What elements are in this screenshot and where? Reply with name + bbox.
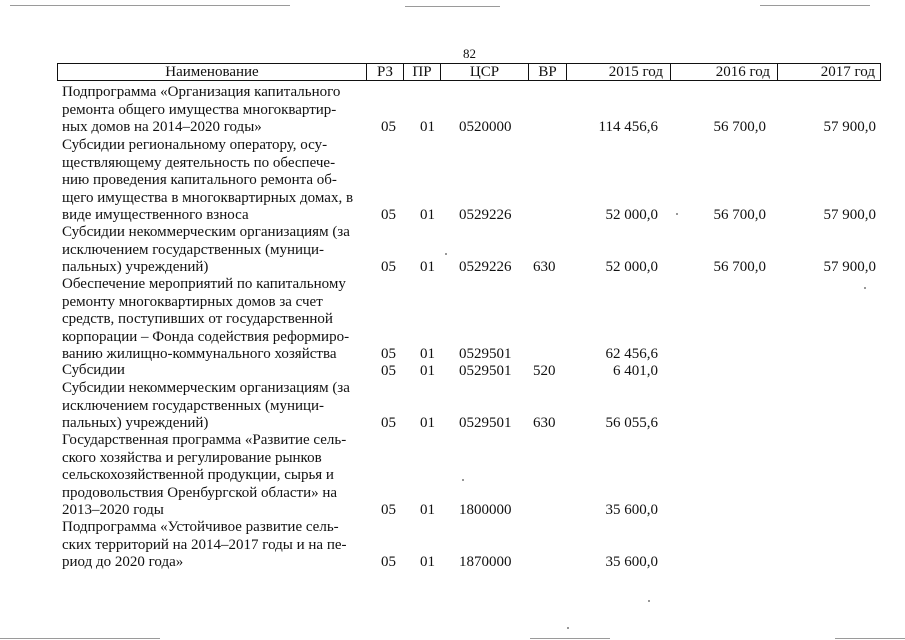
table-row xyxy=(0,432,905,519)
row-csr: 0529501 xyxy=(459,362,512,379)
scan-artifact-top-middle xyxy=(405,6,500,7)
scan-artifact-top-left xyxy=(10,5,290,6)
scan-artifact-top-right xyxy=(760,5,870,6)
row-amount-2017: 57 900,0 xyxy=(823,118,876,135)
row-name: Государственная программа «Развитие сель- ского хозяйства и регулирование рынков сельскохозяйственной продукции, сырья и продовольствия Оренбургской области» на 2013–2020 годы xyxy=(62,432,347,518)
table-row xyxy=(0,519,905,571)
row-vr: 630 xyxy=(533,258,556,275)
row-rz: 05 xyxy=(381,501,396,518)
row-rz: 05 xyxy=(381,553,396,570)
scan-artifact-bottom-center xyxy=(530,638,610,639)
row-rz: 05 xyxy=(381,258,396,275)
scan-speck xyxy=(567,627,569,629)
row-rz: 05 xyxy=(381,345,396,362)
scan-artifact-bottom-right xyxy=(835,638,905,639)
row-rz: 05 xyxy=(381,118,396,135)
row-amount-2017: 57 900,0 xyxy=(823,258,876,275)
row-csr: 1800000 xyxy=(459,501,512,518)
table-row xyxy=(0,137,905,224)
row-pr: 01 xyxy=(420,501,435,518)
column-header-pr: ПР xyxy=(404,64,441,80)
row-csr: 0529226 xyxy=(459,206,512,223)
row-amount-2015: 35 600,0 xyxy=(605,553,658,570)
row-amount-2015: 56 055,6 xyxy=(605,414,658,431)
row-amount-2016: 56 700,0 xyxy=(713,206,766,223)
row-name: Субсидии некоммерческим организациям (за исключением государственных (муници- пальных) учреждений) xyxy=(62,224,350,275)
row-vr: 630 xyxy=(533,414,556,431)
row-rz: 05 xyxy=(381,206,396,223)
row-pr: 01 xyxy=(420,362,435,379)
row-csr: 0529226 xyxy=(459,258,512,275)
row-pr: 01 xyxy=(420,206,435,223)
column-header-2016: 2016 год xyxy=(671,64,778,80)
column-header-rz: РЗ xyxy=(367,64,404,80)
row-vr: 520 xyxy=(533,362,556,379)
row-amount-2015: 6 401,0 xyxy=(613,362,658,379)
row-pr: 01 xyxy=(420,258,435,275)
table-row xyxy=(0,362,905,380)
row-name: Субсидии региональному оператору, осу- ществляющему деятельность по обеспече- нию проведения капитального ремонта об- щего имущества в многоквартирных домах, в виде имущественного взноса xyxy=(62,137,354,223)
row-csr: 0520000 xyxy=(459,118,512,135)
column-header-2017: 2017 год xyxy=(820,64,875,80)
row-name: Подпрограмма «Организация капитального ремонта общего имущества многоквартир- ных домов на 2014–2020 годы» xyxy=(62,84,341,135)
row-name: Обеспечение мероприятий по капитальному ремонту многоквартирных домов за счет средств, поступивших от государственной корпорации – Фонда содействия реформиро- ванию жилищно-коммунального хозяйства xyxy=(62,276,350,362)
row-amount-2015: 35 600,0 xyxy=(605,501,658,518)
row-amount-2015: 52 000,0 xyxy=(605,258,658,275)
row-name: Субсидии xyxy=(62,362,125,378)
row-amount-2015: 52 000,0 xyxy=(605,206,658,223)
row-amount-2015: 62 456,6 xyxy=(605,345,658,362)
row-amount-2016: 56 700,0 xyxy=(713,258,766,275)
row-name: Подпрограмма «Устойчивое развитие сель- ских территорий на 2014–2017 годы и на пе- риод до 2020 года» xyxy=(62,519,347,570)
table-header xyxy=(57,63,881,81)
row-csr: 0529501 xyxy=(459,345,512,362)
row-name: Субсидии некоммерческим организациям (за исключением государственных (муници- пальных) учреждений) xyxy=(62,380,350,431)
row-rz: 05 xyxy=(381,362,396,379)
column-header-vr: ВР xyxy=(529,64,567,80)
row-rz: 05 xyxy=(381,414,396,431)
row-pr: 01 xyxy=(420,118,435,135)
column-header-name: Наименование xyxy=(58,64,367,80)
table-row xyxy=(0,380,905,432)
table-row xyxy=(0,224,905,276)
scan-artifact-bottom-left xyxy=(0,638,160,639)
page-number: 82 xyxy=(463,46,476,61)
scan-speck xyxy=(648,600,650,602)
column-header-csr: ЦСР xyxy=(441,64,529,80)
table-row xyxy=(0,276,905,363)
column-header-2015: 2015 год xyxy=(567,64,671,80)
row-pr: 01 xyxy=(420,345,435,362)
row-amount-2016: 56 700,0 xyxy=(713,118,766,135)
row-csr: 0529501 xyxy=(459,414,512,431)
row-pr: 01 xyxy=(420,553,435,570)
row-pr: 01 xyxy=(420,414,435,431)
row-amount-2015: 114 456,6 xyxy=(598,118,658,135)
table-row xyxy=(0,84,905,136)
row-csr: 1870000 xyxy=(459,553,512,570)
row-amount-2017: 57 900,0 xyxy=(823,206,876,223)
